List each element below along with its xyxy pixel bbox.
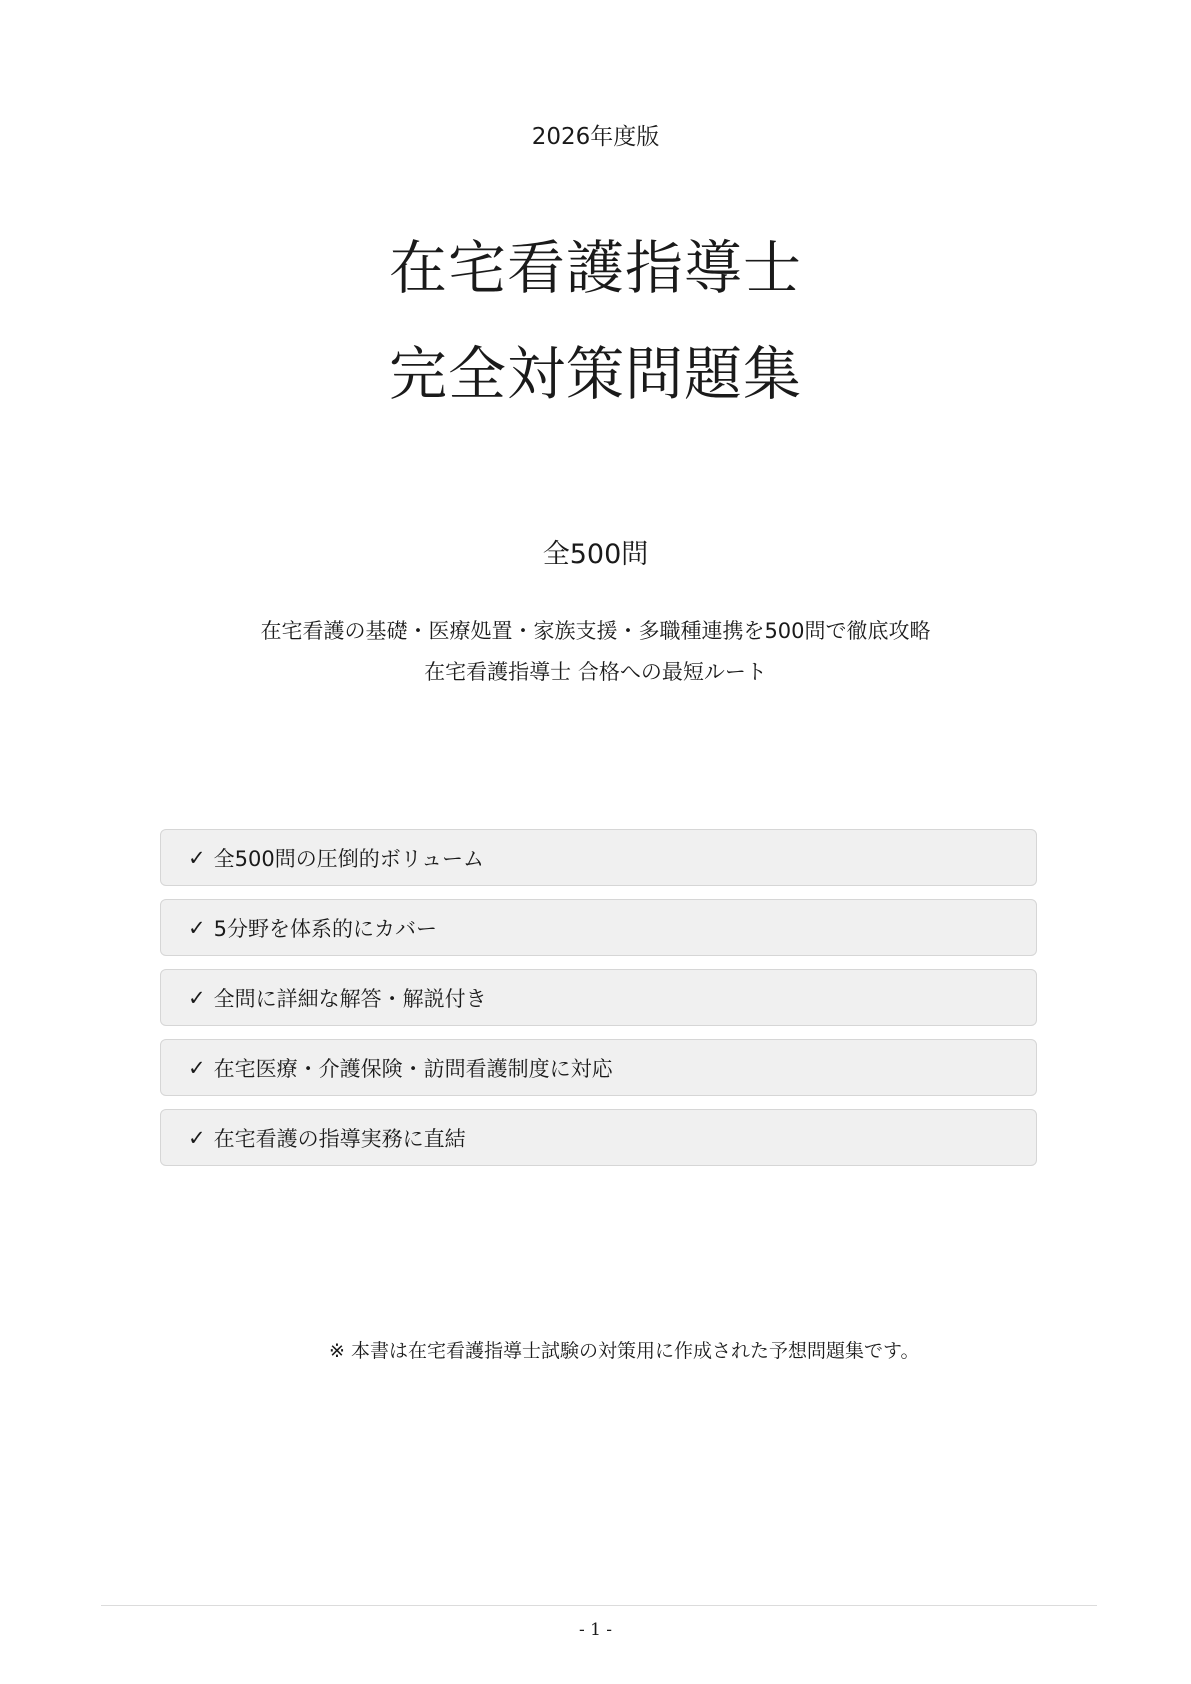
disclaimer-note: ※ 本書は在宅看護指導士試験の対策用に作成された予想問題集です。 bbox=[329, 1340, 920, 1362]
footer-divider bbox=[101, 1605, 1097, 1606]
feature-text: 全問に詳細な解答・解説付き bbox=[213, 986, 487, 1011]
check-icon: ✓ bbox=[188, 845, 206, 870]
feature-item bbox=[160, 1039, 1037, 1096]
edition-label: 2026年度版 bbox=[531, 124, 660, 150]
check-icon: ✓ bbox=[188, 915, 206, 940]
book-title-line-1: 在宅看護指導士 bbox=[388, 234, 802, 302]
feature-text: 在宅看護の指導実務に直結 bbox=[213, 1126, 466, 1151]
feature-text: 在宅医療・介護保険・訪問看護制度に対応 bbox=[213, 1056, 613, 1081]
page-number: - 1 - bbox=[578, 1620, 613, 1640]
subtitle-line-1: 在宅看護の基礎・医療処置・家族支援・多職種連携を500問で徹底攻略 bbox=[260, 619, 931, 643]
feature-item bbox=[160, 899, 1037, 956]
feature-text: 全500問の圧倒的ボリューム bbox=[213, 846, 485, 871]
feature-list bbox=[160, 829, 1037, 1179]
feature-item bbox=[160, 1109, 1037, 1166]
feature-text: 5分野を体系的にカバー bbox=[213, 916, 437, 941]
check-icon: ✓ bbox=[188, 985, 206, 1010]
book-title-line-2: 完全対策問題集 bbox=[388, 340, 802, 408]
feature-item bbox=[160, 829, 1037, 886]
question-count: 全500問 bbox=[542, 539, 649, 570]
check-icon: ✓ bbox=[188, 1125, 206, 1150]
subtitle-line-2: 在宅看護指導士 合格への最短ルート bbox=[424, 660, 767, 684]
feature-item bbox=[160, 969, 1037, 1026]
check-icon: ✓ bbox=[188, 1055, 206, 1080]
